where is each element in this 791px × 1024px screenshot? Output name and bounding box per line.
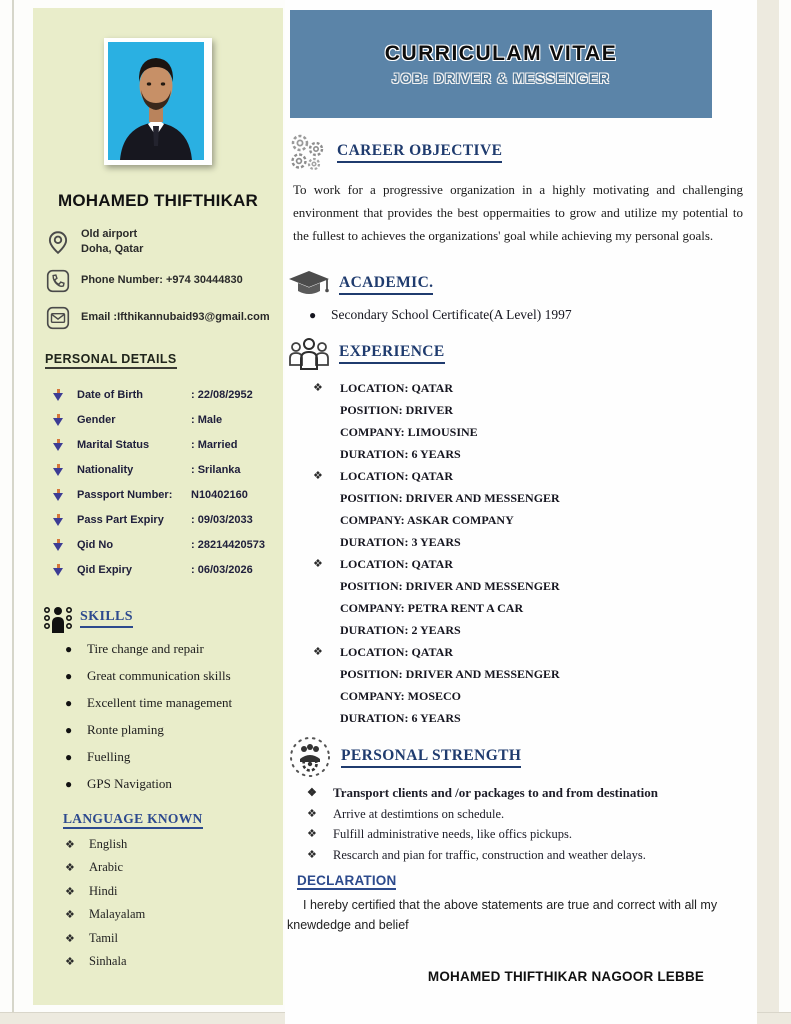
exp-duration: DURATION: 6 YEARS bbox=[340, 711, 461, 726]
exp-duration: DURATION: 2 YEARS bbox=[340, 623, 461, 638]
skill-item bbox=[65, 668, 283, 695]
personal-detail-row bbox=[53, 433, 283, 458]
detail-label: Qid Expiry bbox=[77, 564, 133, 577]
diamond-bullet-icon: ❖ bbox=[307, 848, 317, 861]
experience-heading-row bbox=[287, 335, 757, 371]
diamond-bullet-icon: ❖ bbox=[307, 807, 317, 820]
detail-value: : 06/03/2026 bbox=[191, 564, 253, 577]
contact-address bbox=[45, 227, 283, 257]
strength-text: Fulfill administrative needs, like offics pickups. bbox=[333, 827, 572, 842]
academic-heading: ACADEMIC. bbox=[339, 274, 433, 295]
cv-subtitle: JOB: DRIVER & MESSENGER bbox=[391, 71, 611, 86]
personal-detail-row bbox=[53, 558, 283, 583]
language-text: English bbox=[89, 836, 128, 851]
language-item bbox=[65, 954, 283, 978]
diamond-bullet-icon: ❖ bbox=[313, 646, 323, 659]
personal-details-heading: PERSONAL DETAILS bbox=[45, 352, 177, 369]
email-text: Email :Ifthikannubaid93@gmail.com bbox=[81, 311, 270, 324]
email-icon bbox=[45, 305, 71, 331]
exp-duration: DURATION: 3 YEARS bbox=[340, 535, 461, 550]
detail-label: Nationality bbox=[77, 464, 134, 477]
language-text: Hindi bbox=[89, 883, 118, 898]
experience-entry bbox=[313, 553, 757, 641]
languages-heading: LANGUAGE KNOWN bbox=[63, 811, 203, 829]
skills-list bbox=[65, 641, 283, 803]
detail-label: Date of Birth bbox=[77, 389, 143, 402]
language-text: Arabic bbox=[89, 860, 124, 875]
language-text: Tamil bbox=[89, 930, 118, 945]
arrow-bullet-icon bbox=[53, 414, 64, 427]
detail-value: N10402160 bbox=[191, 489, 248, 502]
personal-strength-heading-row bbox=[287, 735, 757, 779]
gears-icon bbox=[287, 132, 329, 172]
experience-entry bbox=[313, 641, 757, 729]
exp-company: COMPANY: MOSECO bbox=[340, 689, 461, 704]
address-line1: Old airport bbox=[81, 228, 138, 240]
exp-location: LOCATION: QATAR bbox=[340, 381, 454, 396]
exp-company: COMPANY: PETRA RENT A CAR bbox=[340, 601, 524, 616]
exp-position: POSITION: DRIVER AND MESSENGER bbox=[340, 491, 560, 506]
declaration-heading: DECLARATION bbox=[297, 873, 397, 889]
people-group-icon bbox=[287, 335, 331, 371]
detail-label: Qid No bbox=[77, 539, 114, 552]
exp-duration: DURATION: 6 YEARS bbox=[340, 447, 461, 462]
diamond-bullet-icon: ❖ bbox=[65, 909, 75, 922]
personal-strength-list bbox=[307, 783, 757, 865]
personal-detail-row bbox=[53, 483, 283, 508]
cv-title: CURRICULAM VITAE bbox=[384, 42, 618, 65]
signature-name: MOHAMED THIFTHIKAR NAGOOR LEBBE bbox=[427, 969, 705, 985]
phone-text: Phone Number: +974 30444830 bbox=[81, 274, 243, 287]
skill-text: Ronte plaming bbox=[87, 721, 164, 737]
sidebar bbox=[33, 8, 283, 1005]
skill-item bbox=[65, 722, 283, 749]
bullet-icon: ● bbox=[65, 749, 73, 764]
language-item bbox=[65, 931, 283, 955]
exp-location: LOCATION: QATAR bbox=[340, 469, 454, 484]
language-item bbox=[65, 907, 283, 931]
detail-label: Passport Number: bbox=[77, 489, 173, 502]
profile-photo bbox=[104, 38, 212, 165]
strength-item bbox=[307, 804, 757, 825]
diamond-bullet-icon: ❖ bbox=[313, 558, 323, 571]
diamond-bullet-icon: ❖ bbox=[307, 828, 317, 841]
diamond-bullet-icon: ❖ bbox=[313, 382, 323, 395]
personal-detail-row bbox=[53, 408, 283, 433]
experience-list bbox=[313, 377, 757, 729]
language-item bbox=[65, 837, 283, 861]
arrow-bullet-icon bbox=[53, 464, 64, 477]
arrow-bullet-icon bbox=[53, 564, 64, 577]
exp-location: LOCATION: QATAR bbox=[340, 557, 454, 572]
contact-phone bbox=[45, 268, 283, 294]
diamond-bullet-icon: ❖ bbox=[307, 787, 317, 800]
academic-item bbox=[309, 307, 757, 323]
language-text: Sinhala bbox=[89, 954, 127, 969]
diamond-bullet-icon: ❖ bbox=[65, 932, 75, 945]
language-text: Malayalam bbox=[89, 907, 146, 922]
phone-icon bbox=[45, 268, 71, 294]
strength-text: Transport clients and /or packages to and from destination bbox=[333, 785, 659, 801]
diamond-bullet-icon: ❖ bbox=[65, 885, 75, 898]
languages-list bbox=[65, 837, 283, 978]
skills-heading: SKILLS bbox=[80, 609, 133, 628]
personal-detail-row bbox=[53, 533, 283, 558]
declaration-text: I hereby certified that the above statements are true and correct with all my knewdedge and belief bbox=[287, 898, 718, 933]
detail-value: : 09/03/2033 bbox=[191, 514, 253, 527]
skill-text: Excellent time management bbox=[87, 694, 233, 710]
detail-value: : Married bbox=[191, 439, 238, 452]
arrow-bullet-icon bbox=[53, 539, 64, 552]
diamond-bullet-icon: ❖ bbox=[65, 862, 75, 875]
main-content bbox=[285, 0, 757, 1024]
graduation-cap-icon bbox=[287, 269, 331, 299]
exp-company: COMPANY: ASKAR COMPANY bbox=[340, 513, 514, 528]
skill-text: GPS Navigation bbox=[87, 775, 172, 791]
strength-item bbox=[307, 783, 757, 804]
bullet-icon: ● bbox=[65, 776, 73, 791]
personal-detail-row bbox=[53, 458, 283, 483]
exp-position: POSITION: DRIVER AND MESSENGER bbox=[340, 579, 560, 594]
address-text bbox=[81, 227, 143, 257]
detail-value: : 22/08/2952 bbox=[191, 389, 253, 402]
bullet-icon: ● bbox=[65, 668, 73, 683]
experience-entry bbox=[313, 377, 757, 465]
career-objective-heading-row bbox=[287, 132, 757, 172]
skill-text: Fuelling bbox=[87, 748, 131, 764]
contact-email bbox=[45, 305, 283, 331]
bullet-icon: ● bbox=[65, 695, 73, 710]
contact-section bbox=[45, 227, 283, 331]
skill-item bbox=[65, 641, 283, 668]
academic-text: Secondary School Certificate(A Level) 1997 bbox=[331, 307, 572, 323]
strength-text: Arrive at destimtions on schedule. bbox=[333, 806, 505, 821]
personal-detail-row bbox=[53, 508, 283, 533]
arrow-bullet-icon bbox=[53, 489, 64, 502]
exp-company: COMPANY: LIMOUSINE bbox=[340, 425, 478, 440]
arrow-bullet-icon bbox=[53, 389, 64, 402]
detail-value: : Srilanka bbox=[191, 464, 241, 477]
personal-detail-row bbox=[53, 383, 283, 408]
skill-item bbox=[65, 749, 283, 776]
skill-item bbox=[65, 695, 283, 722]
arrow-bullet-icon bbox=[53, 439, 64, 452]
address-line2: Doha, Qatar bbox=[81, 242, 144, 255]
teamwork-badge-icon bbox=[287, 735, 333, 779]
strength-text: Rescarch and pian for traffic, construction and weather delays. bbox=[333, 847, 646, 862]
skill-item bbox=[65, 776, 283, 803]
bullet-icon: ● bbox=[65, 722, 73, 737]
career-objective-text: To work for a progressive organization in a highly motivating and challenging environment that provides the best oppermaities to grow and utilize my potential to the fullest to achieves the organizations' goal while achieving my personal goals. bbox=[293, 182, 743, 244]
diamond-bullet-icon: ❖ bbox=[313, 470, 323, 483]
exp-location: LOCATION: QATAR bbox=[340, 645, 454, 660]
skill-text: Great communication skills bbox=[87, 667, 231, 683]
language-item bbox=[65, 860, 283, 884]
academic-heading-row bbox=[287, 269, 757, 299]
location-pin-icon bbox=[45, 229, 71, 255]
diamond-bullet-icon: ❖ bbox=[65, 956, 75, 969]
strength-item bbox=[307, 824, 757, 845]
strength-item bbox=[307, 845, 757, 866]
detail-label: Gender bbox=[77, 414, 116, 427]
people-dots-icon bbox=[43, 603, 73, 635]
detail-value: : Male bbox=[191, 414, 223, 427]
candidate-name: MOHAMED THIFTHIKAR bbox=[57, 191, 259, 210]
experience-heading: EXPERIENCE bbox=[339, 343, 445, 364]
personal-strength-heading: PERSONAL STRENGTH bbox=[341, 747, 521, 768]
detail-label: Marital Status bbox=[77, 439, 150, 452]
experience-entry bbox=[313, 465, 757, 553]
exp-position: POSITION: DRIVER AND MESSENGER bbox=[340, 667, 560, 682]
bullet-icon: ● bbox=[309, 308, 317, 323]
career-objective-heading: CAREER OBJECTIVE bbox=[337, 142, 502, 163]
scan-edge-right bbox=[757, 0, 779, 1024]
skill-text: Tire change and repair bbox=[87, 640, 204, 656]
language-item bbox=[65, 884, 283, 908]
detail-value: : 28214420573 bbox=[191, 539, 266, 552]
diamond-bullet-icon: ❖ bbox=[65, 838, 75, 851]
bullet-icon: ● bbox=[65, 641, 73, 656]
title-banner bbox=[290, 10, 712, 118]
personal-details-list bbox=[53, 383, 283, 583]
exp-position: POSITION: DRIVER bbox=[340, 403, 454, 418]
scan-edge-left bbox=[12, 0, 14, 1024]
arrow-bullet-icon bbox=[53, 514, 64, 527]
profile-photo-image bbox=[108, 42, 204, 160]
skills-heading-row bbox=[43, 603, 283, 635]
detail-label: Pass Part Expiry bbox=[77, 514, 164, 527]
